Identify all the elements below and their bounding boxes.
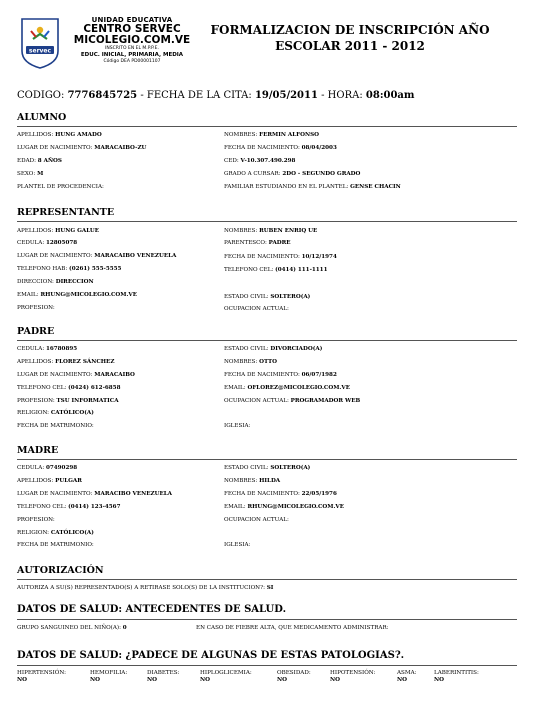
divider [17,665,517,666]
school-name-block [66,16,198,65]
field-padre-iglesia: IGLESIA: [224,423,251,429]
divider [17,126,517,127]
school-line6: Código DEA PD00001107 [103,59,161,64]
field-alumno-fecha: FECHA DE NACIMIENTO: 08/04/2003 [224,145,337,151]
pathology-item: HIPOTENSIÓN: NO [330,670,376,683]
section-title-padre: PADRE [17,326,55,337]
field-madre-religion: RELIGION: CATÓLICO(A) [17,530,94,536]
field-alumno-grado: GRADO A CURSAR: 2DO - SEGUNDO GRADO [224,171,361,177]
field-madre-profesion: PROFESION: [17,517,55,523]
field-alumno-lugar: LUGAR DE NACIMIENTO: MARACAIBO-ZU [17,145,147,151]
field-madre-cedula: CEDULA: 07490298 [17,465,78,471]
field-padre-civil: ESTADO CIVIL: DIVORCIADO(A) [224,346,323,352]
section-title-representante: REPRESENTANTE [17,207,115,218]
field-rep-apellidos: APELLIDOS: HUNG GALUE [17,228,99,234]
field-padre-apellidos: APELLIDOS: FLOREZ SÁNCHEZ [17,359,115,365]
field-fiebre: EN CASO DE FIEBRE ALTA, QUE MEDICAMENTO ADMINISTRAR: [196,625,389,631]
field-alumno-nombres: NOMBRES: FERMIN ALFONSO [224,132,320,138]
field-padre-nombres: NOMBRES: OTTO [224,359,277,365]
hora-label: - HORA: [321,90,363,101]
field-grupo-sanguineo: GRUPO SANGUINEO DEL NIÑO(A): 0 [17,625,127,631]
section-title-patologias: DATOS DE SALUD: ¿PADECE DE ALGUNAS DE ESTAS PATOLOGIAS?. [17,650,405,661]
field-padre-fecha: FECHA DE NACIMIENTO: 06/07/1982 [224,372,337,378]
section-title-madre: MADRE [17,445,59,456]
pathology-item: LABERINTITIS: NO [434,670,479,683]
field-autorizacion: AUTORIZA A SU(S) REPRESENTADO(S) A RETIRASE SOLO(S) DE LA INSTITUCION?: SI [17,585,274,591]
title-line1: FORMALIZACION DE INSCRIPCIÓN AÑO [210,23,490,37]
field-padre-telcel: TELEFONO CEL: (0424) 612-6858 [17,385,121,391]
field-madre-email: EMAIL: RHUNG@MICOLEGIO.COM.VE [224,504,345,510]
title-line2: ESCOLAR 2011 - 2012 [275,39,425,53]
school-line1: UNIDAD EDUCATIVA [91,16,173,24]
school-line2: CENTRO SERVEC [83,23,181,35]
field-rep-parentesco: PARENTESCO: PADRE [224,240,291,246]
divider [17,459,517,460]
field-madre-iglesia: IGLESIA: [224,542,251,548]
field-padre-email: EMAIL: OFLOREZ@MICOLEGIO.COM.VE [224,385,350,391]
field-madre-matrimonio: FECHA DE MATRIMONIO: [17,542,94,548]
divider [17,619,517,620]
divider [17,221,517,222]
field-rep-cedula: CEDULA: 12805078 [17,240,78,246]
field-madre-fecha: FECHA DE NACIMIENTO: 22/05/1976 [224,491,337,497]
field-alumno-sexo: SEXO: M [17,171,44,177]
codigo-value: 7776845725 [67,90,138,101]
field-rep-nombres: NOMBRES: RUBEN ENRIQ UE [224,228,318,234]
pathology-item: HEMOFILIA: NO [90,670,128,683]
field-padre-lugar: LUGAR DE NACIMIENTO: MARACAIBO [17,372,135,378]
field-rep-direccion: DIRECCION: DIRECCION [17,279,94,285]
section-title-autorizacion: AUTORIZACIÓN [17,565,104,576]
document-title [200,22,500,54]
section-title-salud: DATOS DE SALUD: ANTECEDENTES DE SALUD. [17,604,287,615]
section-title-alumno: ALUMNO [17,112,67,123]
hora-value: 08:00am [365,90,415,101]
field-rep-fecha: FECHA DE NACIMIENTO: 10/12/1974 [224,254,337,260]
pathology-item: HIPERTENSIÓN: NO [17,670,66,683]
field-madre-civil: ESTADO CIVIL: SOLTERO(A) [224,465,311,471]
school-logo-icon [20,17,60,69]
divider [17,340,517,341]
field-padre-cedula: CEDULA: 16780895 [17,346,78,352]
pathology-item: OBESIDAD: NO [277,670,311,683]
field-alumno-ced: CED: V-10.307.490.298 [224,158,296,164]
field-madre-lugar: LUGAR DE NACIMIENTO: MARACIBO VENEZUELA [17,491,173,497]
field-rep-profesion: PROFESION: [17,305,55,311]
pathology-item: HIPLOGLICEMIA: NO [200,670,252,683]
field-rep-email: EMAIL: RHUNG@MICOLEGIO.COM.VE [17,292,138,298]
codigo-label: CODIGO: [17,90,65,101]
field-padre-matrimonio: FECHA DE MATRIMONIO: [17,423,94,429]
logo-text: servec [28,47,52,55]
fecha-cita-value: 19/05/2011 [254,90,318,101]
field-rep-telcel: TELEFONO CEL: (0414) 111-1111 [224,267,328,273]
field-rep-civil: ESTADO CIVIL: SOLTERO(A) [224,294,311,300]
field-madre-ocupacion: OCUPACION ACTUAL: [224,517,289,523]
field-madre-apellidos: APELLIDOS: PULGAR [17,478,82,484]
school-line4: INSCRITO EN EL M.P.P.E. [105,46,159,51]
field-alumno-apellidos: APELLIDOS: HUNG AMADO [17,132,102,138]
field-alumno-familiar: FAMILIAR ESTUDIANDO EN EL PLANTEL: GENSE CHACIN [224,184,401,190]
field-alumno-edad: EDAD: 8 AÑOS [17,158,62,164]
field-rep-ocupacion: OCUPACION ACTUAL: [224,306,289,312]
field-madre-telcel: TELEFONO CEL: (0414) 123-4567 [17,504,121,510]
school-line3: MICOLEGIO.COM.VE [73,34,191,46]
fecha-cita-label: - FECHA DE LA CITA: [140,90,252,101]
field-padre-profesion: PROFESION: TSU INFORMATICA [17,398,119,404]
field-alumno-plantel: PLANTEL DE PROCEDENCIA: [17,184,104,190]
pathology-item: DIABETES: NO [147,670,180,683]
field-rep-lugar: LUGAR DE NACIMIENTO: MARACAIBO VENEZUELA [17,253,177,259]
pathology-item: ASMA: NO [397,670,417,683]
divider [17,579,517,580]
field-madre-nombres: NOMBRES: HILDA [224,478,281,484]
school-line5: EDUC. INICIAL, PRIMARIA, MEDIA [80,52,184,58]
field-padre-ocupacion: OCUPACION ACTUAL: PROGRAMADOR WEB [224,398,361,404]
field-padre-religion: RELIGION: CATÓLICO(A) [17,410,94,416]
field-rep-telhab: TELEFONO HAB: (0261) 555-5555 [17,266,122,272]
appointment-line [17,90,415,101]
